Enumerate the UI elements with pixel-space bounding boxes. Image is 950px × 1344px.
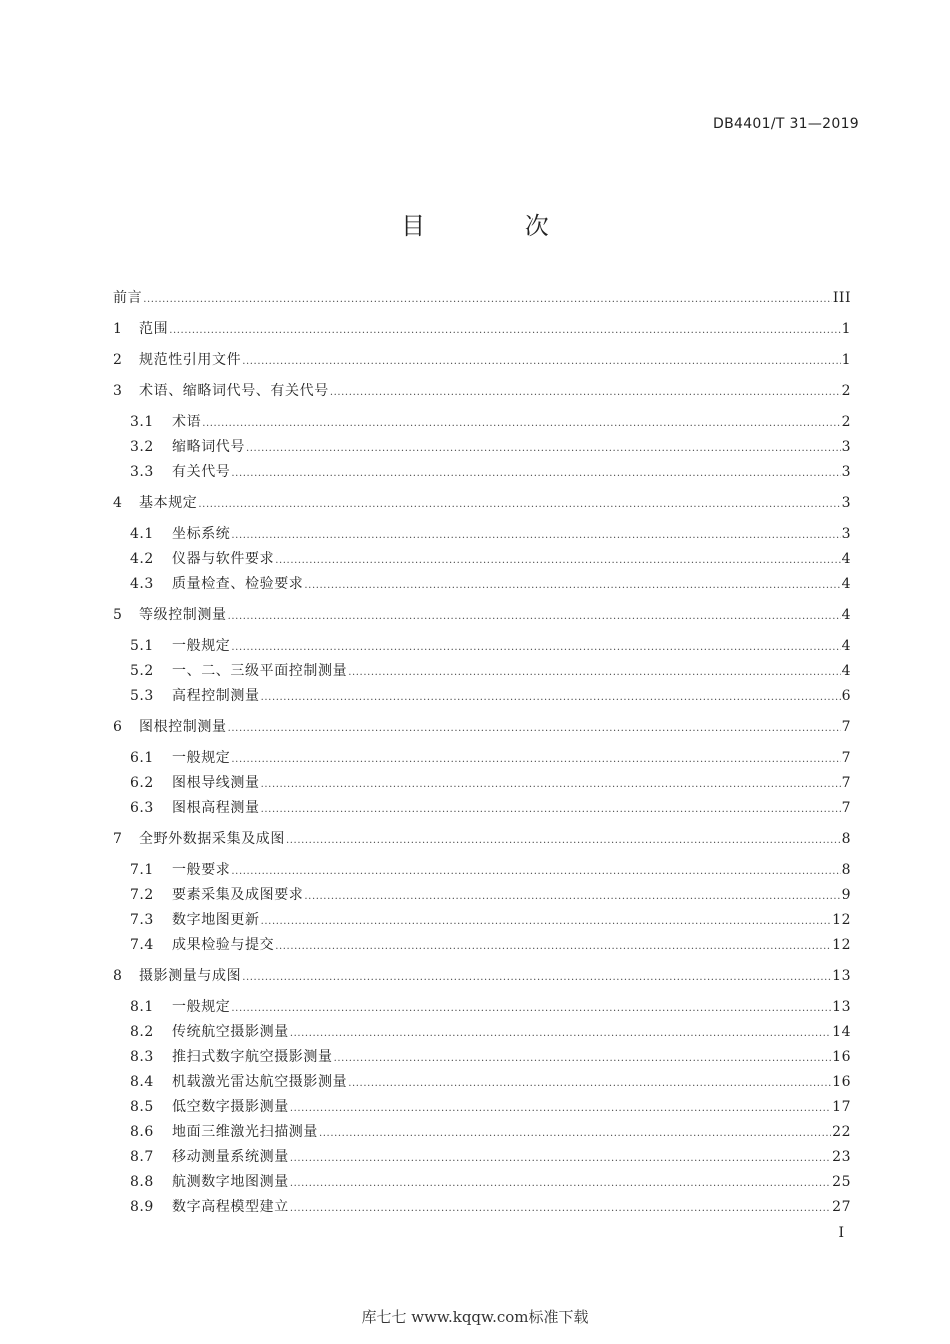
toc-entry-number: 8.7	[130, 1149, 154, 1165]
toc-entry[interactable]	[113, 829, 851, 849]
toc-entry[interactable]	[130, 437, 851, 457]
toc-entry-title: 一般要求	[172, 862, 231, 878]
toc-entry[interactable]	[113, 350, 851, 370]
toc-entry[interactable]	[130, 748, 851, 768]
toc-dot-leader	[319, 1124, 831, 1144]
toc-dot-leader	[228, 607, 841, 627]
toc-dot-leader	[330, 383, 841, 403]
toc-entry-page: 16	[832, 1049, 851, 1065]
toc-entry-page: 7	[841, 750, 851, 766]
toc-entry-page: 7	[841, 719, 851, 735]
toc-entry-number: 2	[113, 352, 123, 368]
toc-entry[interactable]	[130, 1097, 851, 1117]
toc-entry-number: 4	[113, 495, 123, 511]
toc-entry-number: 6.1	[130, 750, 154, 766]
toc-entry-page: 4	[841, 551, 851, 567]
toc-entry-number: 8.3	[130, 1049, 154, 1065]
toc-entry-number: 3	[113, 383, 123, 399]
toc-dot-leader	[348, 663, 840, 683]
toc-entry[interactable]	[113, 605, 851, 625]
toc-entry-number: 5.2	[130, 663, 154, 679]
toc-dot-leader	[231, 638, 840, 658]
toc-entry[interactable]	[130, 524, 851, 544]
toc-entry-page: 17	[832, 1099, 851, 1115]
toc-entry[interactable]	[130, 1172, 851, 1192]
toc-entry[interactable]	[130, 462, 851, 482]
toc-entry-page: 16	[832, 1074, 851, 1090]
toc-dot-leader	[261, 688, 841, 708]
toc-dot-leader	[290, 1199, 831, 1219]
toc-entry-page: III	[832, 290, 851, 306]
toc-entry-page: 13	[832, 999, 851, 1015]
toc-entry[interactable]	[130, 798, 851, 818]
toc-entry-title: 一般规定	[172, 638, 231, 654]
toc-entry-number: 4.3	[130, 576, 154, 592]
toc-entry-page: 25	[832, 1174, 851, 1190]
toc-entry[interactable]	[130, 860, 851, 880]
toc-entry-title: 机载激光雷达航空摄影测量	[172, 1074, 348, 1090]
toc-entry-number: 6.3	[130, 800, 154, 816]
toc-dot-leader	[242, 968, 831, 988]
toc-dot-leader	[290, 1024, 831, 1044]
toc-entry-page: 12	[832, 937, 851, 953]
toc-entry-title: 移动测量系统测量	[172, 1149, 289, 1165]
toc-dot-leader	[231, 526, 840, 546]
toc-entry[interactable]	[130, 686, 851, 706]
toc-entry-number: 8.9	[130, 1199, 154, 1215]
toc-dot-leader	[231, 999, 831, 1019]
toc-entry[interactable]	[130, 935, 851, 955]
toc-entry-page: 3	[841, 526, 851, 542]
toc-entry[interactable]	[130, 1047, 851, 1067]
toc-entry-title: 全野外数据采集及成图	[139, 831, 285, 847]
toc-dot-leader	[348, 1074, 831, 1094]
toc-entry-page: 2	[841, 414, 851, 430]
toc-entry-number: 3.1	[130, 414, 154, 430]
toc-entry-number: 8.4	[130, 1074, 154, 1090]
toc-entry-page: 4	[841, 663, 851, 679]
toc-dot-leader	[228, 719, 841, 739]
toc-entry-number: 6.2	[130, 775, 154, 791]
toc-entry-title: 摄影测量与成图	[139, 968, 242, 984]
toc-dot-leader	[286, 831, 841, 851]
toc-entry-page: 3	[841, 495, 851, 511]
toc-entry-number: 5	[113, 607, 123, 623]
toc-entry[interactable]	[130, 910, 851, 930]
toc-entry[interactable]	[130, 997, 851, 1017]
toc-entry-title: 等级控制测量	[139, 607, 227, 623]
toc-entry-number: 4.1	[130, 526, 154, 542]
footer-watermark: 库七七 www.kqqw.com标准下载	[361, 1308, 589, 1326]
toc-entry-number: 8.6	[130, 1124, 154, 1140]
toc-entry-title: 高程控制测量	[172, 688, 260, 704]
toc-dot-leader	[246, 439, 841, 459]
toc-entry-title: 图根导线测量	[172, 775, 260, 791]
toc-entry-page: 3	[841, 439, 851, 455]
toc-entry-title: 一、二、三级平面控制测量	[172, 663, 348, 679]
toc-entry-title: 仪器与软件要求	[172, 551, 275, 567]
toc-dot-leader	[231, 750, 840, 770]
toc-entry[interactable]	[130, 1072, 851, 1092]
toc-entry[interactable]	[113, 288, 851, 308]
toc-entry-page: 6	[841, 688, 851, 704]
toc-entry-number: 4.2	[130, 551, 154, 567]
page-title: 目 次	[401, 212, 595, 240]
toc-entry[interactable]	[113, 319, 851, 339]
toc-entry[interactable]	[130, 885, 851, 905]
toc-entry-number: 7	[113, 831, 123, 847]
toc-entry-page: 13	[832, 968, 851, 984]
toc-dot-leader	[275, 937, 831, 957]
toc-entry-title: 基本规定	[139, 495, 198, 511]
toc-entry[interactable]	[130, 661, 851, 681]
toc-entry-title: 图根控制测量	[139, 719, 227, 735]
toc-dot-leader	[334, 1049, 832, 1069]
toc-dot-leader	[290, 1099, 831, 1119]
toc-entry[interactable]	[130, 1022, 851, 1042]
toc-dot-leader	[198, 495, 840, 515]
toc-entry-page: 2	[841, 383, 851, 399]
page-number: I	[838, 1225, 844, 1241]
toc-entry-page: 27	[832, 1199, 851, 1215]
toc-entry[interactable]	[130, 1197, 851, 1217]
toc-entry-page: 4	[841, 576, 851, 592]
toc-dot-leader	[304, 576, 840, 596]
toc-entry-page: 1	[841, 352, 851, 368]
toc-entry-title: 一般规定	[172, 750, 231, 766]
toc-entry[interactable]	[113, 493, 851, 513]
toc-entry[interactable]	[113, 717, 851, 737]
toc-entry-number: 1	[113, 321, 123, 337]
toc-entry-title: 有关代号	[172, 464, 231, 480]
toc-dot-leader	[231, 464, 840, 484]
toc-entry-page: 7	[841, 775, 851, 791]
toc-entry-page: 4	[841, 638, 851, 654]
toc-entry[interactable]	[113, 966, 851, 986]
toc-entry[interactable]	[130, 636, 851, 656]
toc-dot-leader	[261, 912, 832, 932]
toc-dot-leader	[202, 414, 840, 434]
toc-entry-title: 一般规定	[172, 999, 231, 1015]
document-code: DB4401/T 31—2019	[713, 116, 859, 132]
toc-dot-leader	[169, 321, 840, 341]
toc-entry-page: 7	[841, 800, 851, 816]
toc-entry-page: 3	[841, 464, 851, 480]
toc-entry-number: 7.4	[130, 937, 154, 953]
toc-dot-leader	[231, 862, 840, 882]
toc-entry-number: 7.2	[130, 887, 154, 903]
toc-entry-number: 5.3	[130, 688, 154, 704]
toc-entry-title: 质量检查、检验要求	[172, 576, 304, 592]
toc-entry-title: 坐标系统	[172, 526, 231, 542]
toc-entry[interactable]	[130, 574, 851, 594]
toc-entry-title: 地面三维激光扫描测量	[172, 1124, 318, 1140]
toc-entry[interactable]	[130, 1122, 851, 1142]
toc-entry-title: 前言	[113, 290, 143, 306]
toc-entry-page: 8	[841, 862, 851, 878]
toc-entry-number: 8.5	[130, 1099, 154, 1115]
toc-entry-page: 4	[841, 607, 851, 623]
toc-entry-title: 数字高程模型建立	[172, 1199, 289, 1215]
toc-entry-title: 范围	[139, 321, 169, 337]
toc-entry-title: 推扫式数字航空摄影测量	[172, 1049, 333, 1065]
toc-entry-page: 23	[832, 1149, 851, 1165]
toc-entry[interactable]	[130, 773, 851, 793]
toc-dot-leader	[290, 1149, 831, 1169]
toc-entry-number: 3.2	[130, 439, 154, 455]
toc-entry[interactable]	[130, 1147, 851, 1167]
toc-entry-title: 术语	[172, 414, 202, 430]
toc-entry-number: 8	[113, 968, 123, 984]
toc-entry-title: 成果检验与提交	[172, 937, 275, 953]
toc-entry-number: 5.1	[130, 638, 154, 654]
toc-dot-leader	[261, 775, 841, 795]
toc-entry-number: 8.8	[130, 1174, 154, 1190]
toc-entry[interactable]	[130, 412, 851, 432]
toc-entry-number: 7.3	[130, 912, 154, 928]
toc-entry-title: 要素采集及成图要求	[172, 887, 304, 903]
toc-dot-leader	[143, 290, 832, 310]
toc-entry-title: 术语、缩略词代号、有关代号	[139, 383, 329, 399]
toc-entry[interactable]	[130, 549, 851, 569]
toc-dot-leader	[304, 887, 840, 907]
toc-entry-page: 22	[832, 1124, 851, 1140]
toc-entry-title: 缩略词代号	[172, 439, 245, 455]
toc-entry-page: 12	[832, 912, 851, 928]
toc-entry-number: 6	[113, 719, 123, 735]
toc-entry-number: 3.3	[130, 464, 154, 480]
toc-entry-title: 数字地图更新	[172, 912, 260, 928]
toc-entry-title: 图根高程测量	[172, 800, 260, 816]
toc-dot-leader	[275, 551, 840, 571]
toc-entry-number: 8.2	[130, 1024, 154, 1040]
toc-entry-page: 14	[832, 1024, 851, 1040]
toc-entry-title: 低空数字摄影测量	[172, 1099, 289, 1115]
toc-entry[interactable]	[113, 381, 851, 401]
toc-entry-page: 9	[841, 887, 851, 903]
toc-entry-title: 航测数字地图测量	[172, 1174, 289, 1190]
toc-entry-number: 7.1	[130, 862, 154, 878]
toc-entry-title: 规范性引用文件	[139, 352, 242, 368]
toc-entry-page: 1	[841, 321, 851, 337]
toc-entry-title: 传统航空摄影测量	[172, 1024, 289, 1040]
toc-dot-leader	[290, 1174, 831, 1194]
toc-entry-page: 8	[841, 831, 851, 847]
toc-entry-number: 8.1	[130, 999, 154, 1015]
toc-dot-leader	[261, 800, 841, 820]
toc-dot-leader	[242, 352, 840, 372]
